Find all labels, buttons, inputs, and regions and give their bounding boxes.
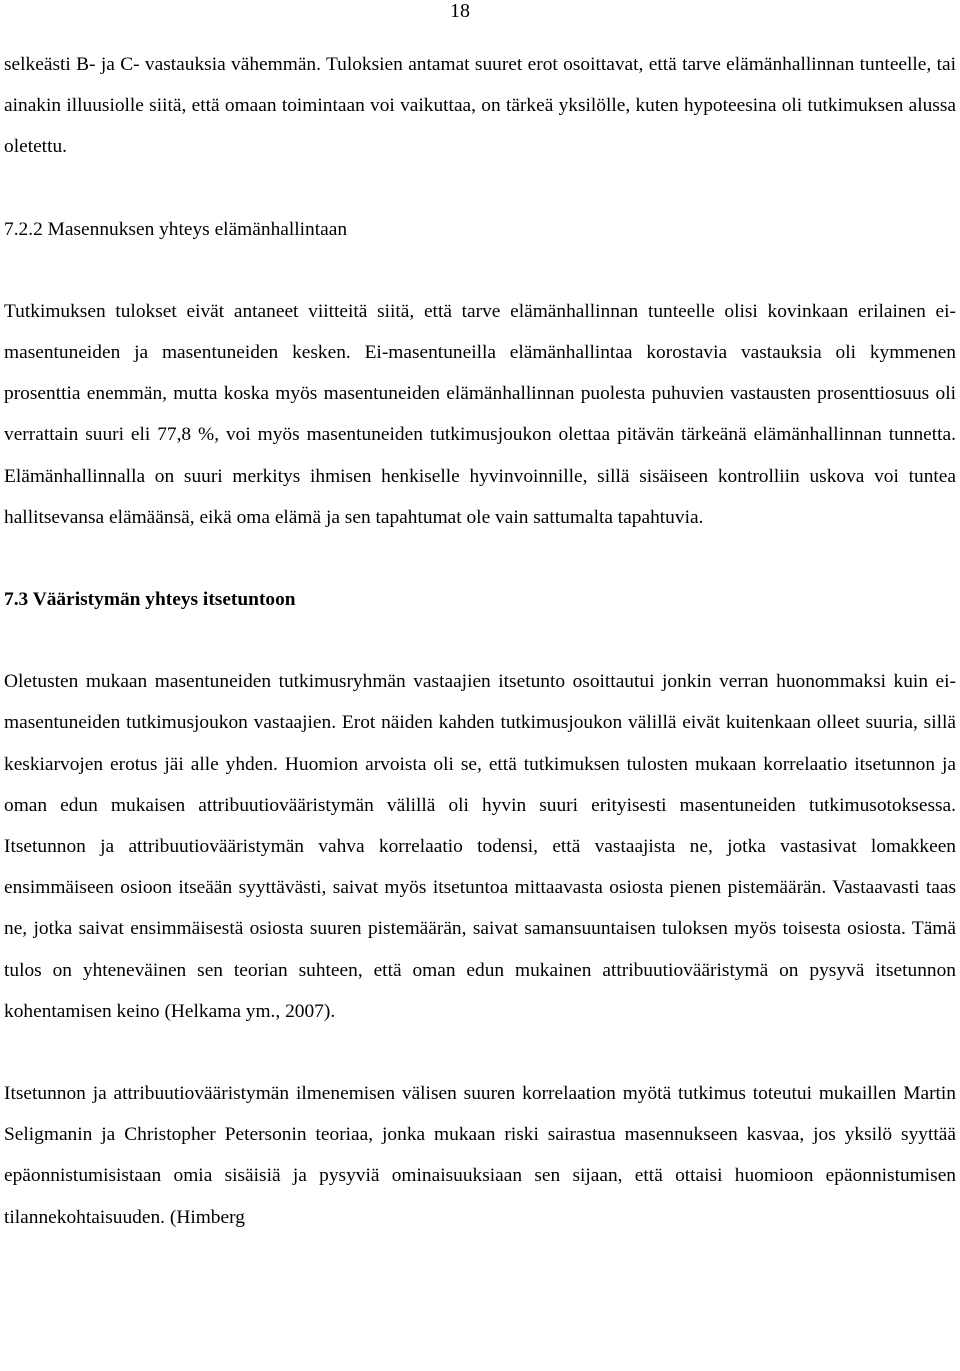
page-number: 18 xyxy=(450,0,470,22)
document-page xyxy=(4,44,956,1238)
intro-paragraph: selkeästi B- ja C- vastauksia vähemmän. Tuloksien antamat suuret erot osoittavat, että tarve elämänhallinnan tunteelle, tai ainakin illuusiolle siitä, että omaan toimintaan voi vaikuttaa, on tärkeä yksilölle, kuten hypoteesina oli tutkimuksen alussa oletettu. xyxy=(4,54,956,158)
section-heading-7-3: 7.3 Vääristymän yhteys itsetuntoon xyxy=(4,589,296,611)
spacer xyxy=(4,538,956,579)
spacer xyxy=(4,620,956,661)
spacer xyxy=(4,1032,956,1073)
section-7-2-2-paragraph: Tutkimuksen tulokset eivät antaneet viitteitä siitä, että tarve elämänhallinnan tunteelle olisi kovinkaan erilainen ei-masentuneiden ja masentuneiden kesken. Ei-masentuneilla elämänhallintaa korostavia vastauksia oli kymmenen prosenttia enemmän, mutta koska myös masentuneiden elämänhallinnan puolesta puhuvien vastausten prosenttiosuus oli verrattain suuri eli 77,8 %, voi myös masentuneiden tutkimusjoukon olettaa pitävän tärkeänä elämänhallinnan tunnetta. Elämänhallinnalla on suuri merkitys ihmisen henkiselle hyvinvoinnille, sillä sisäiseen kontrolliin uskova voi tuntea hallitsevansa elämäänsä, eikä oma elämä ja sen tapahtumat ole vain sattumalta tapahtuvia. xyxy=(4,300,956,528)
section-7-3-paragraph-2: Itsetunnon ja attribuutiovääristymän ilmenemisen välisen suuren korrelaation myötä tutkimus toteutui mukaillen Martin Seligmanin ja Christopher Petersonin teoriaa, jonka mukaan riski sairastua masennukseen kasvaa, jos yksilö syyttää epäonnistumisistaan omia sisäisiä ja pysyviä ominaisuuksiaan sen sijaan, että ottaisi huomioon epäonnistumisen tilannekohtaisuuden. (Himberg xyxy=(4,1083,956,1228)
spacer xyxy=(4,250,956,291)
section-7-3-paragraph-1: Oletusten mukaan masentuneiden tutkimusryhmän vastaajien itsetunto osoittautui jonkin verran huonommaksi kuin ei-masentuneiden tutkimusjoukon vastaajien. Erot näiden kahden tutkimusjoukon välillä eivät kuitenkaan olleet suuria, sillä keskiarvojen erotus jäi alle yhden. Huomion arvoista oli se, että tutkimuksen tulosten mukaan korrelaatio itsetunnon ja oman edun mukaisen attribuutiovääristymän välillä oli hyvin suuri erityisesti masentuneiden tutkimusotoksessa. Itsetunnon ja attribuutiovääristymän vahva korrelaatio todensi, että vastaajista ne, jotka vastasivat lomakkeen ensimmäiseen osioon itseään syyttävästi, saivat myös itsetuntoa mittaavasta osiosta pienen pistemäärän. Vastaavasti taas ne, jotka saivat ensimmäisestä osiosta suuren pistemäärän, saivat samansuuntaisen tuloksen myös toisesta osiosta. Tämä tulos on yhteneväinen sen teorian suhteen, että oman edun mukainen attribuutiovääristymä on pysyvä itsetunnon kohentamisen keino (Helkama ym., 2007). xyxy=(4,671,956,1022)
section-heading-7-2-2: 7.2.2 Masennuksen yhteys elämänhallintaan xyxy=(4,218,348,240)
spacer xyxy=(4,168,956,209)
